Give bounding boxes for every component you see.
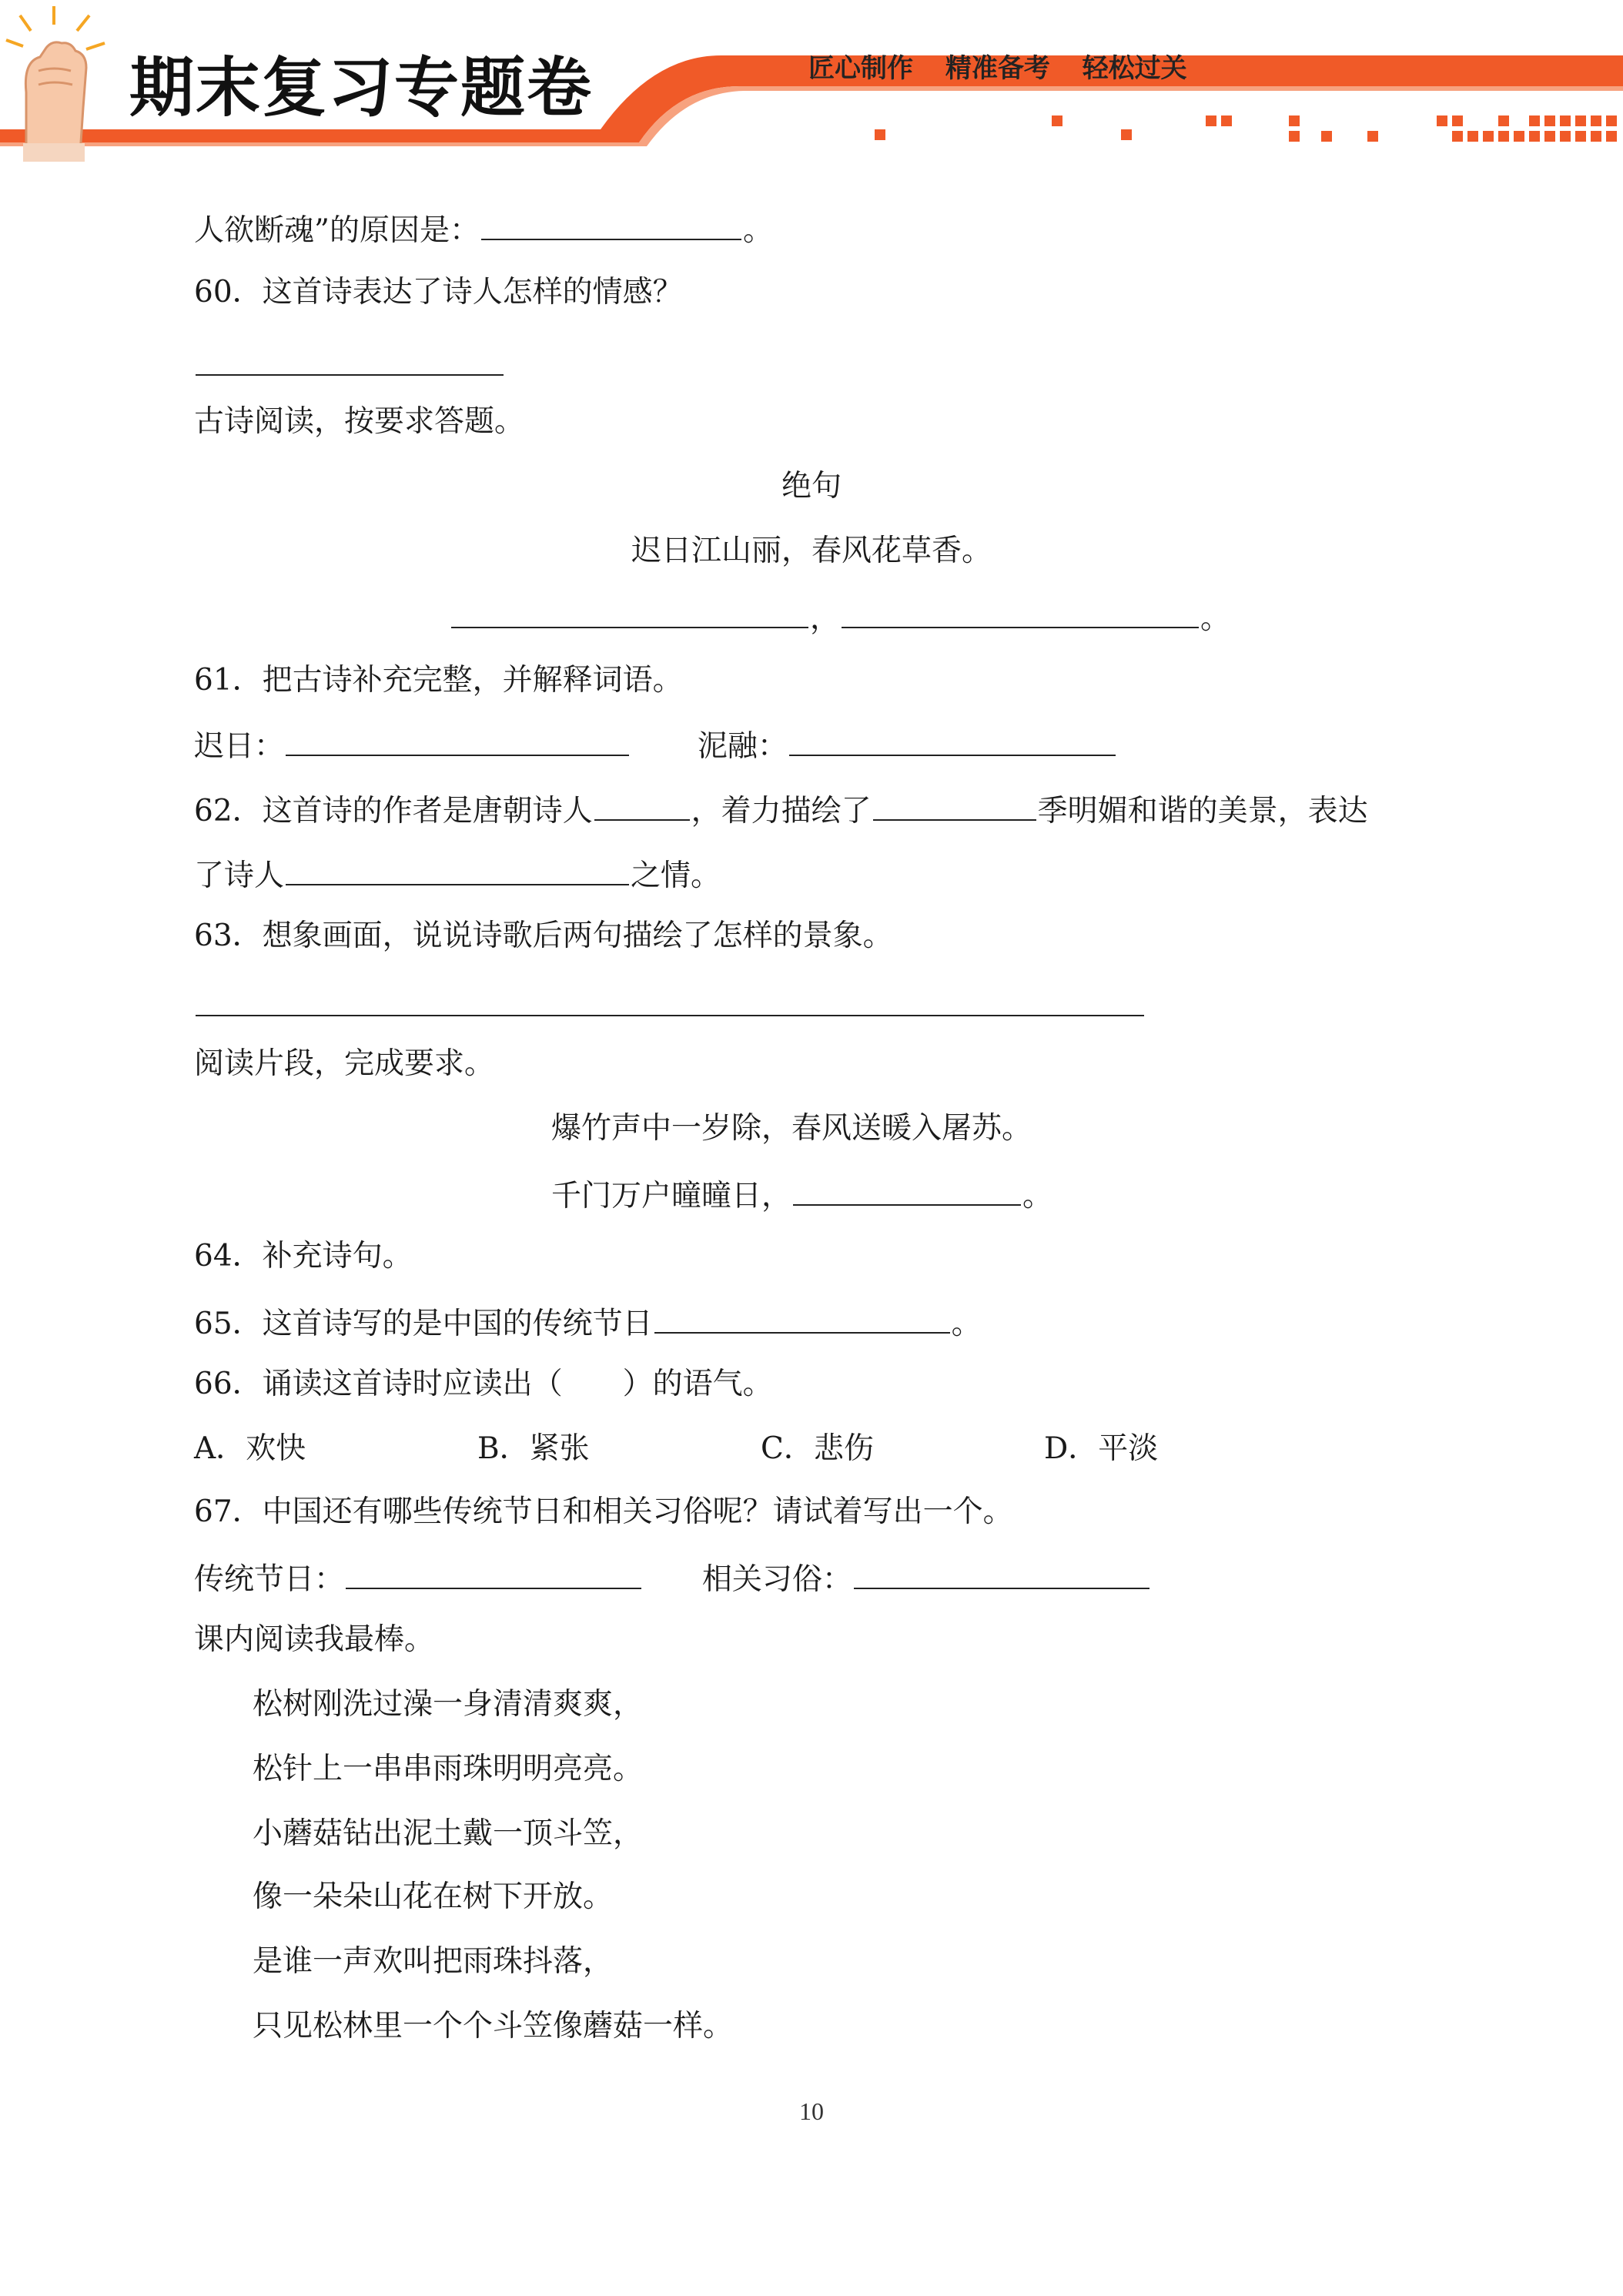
slogan-1: 匠心制作 [808, 53, 913, 84]
section-intro-reading: 课内阅读我最棒。 [194, 1622, 435, 1657]
question-text: 了诗人 [194, 858, 285, 893]
poem-2-line-1: 爆竹声中一岁除，春风送暖入屠苏。 [551, 1111, 1032, 1146]
option-a[interactable]: A．欢快 [194, 1431, 306, 1466]
field-label: 相关习俗： [701, 1562, 852, 1597]
thumbs-up-fist-icon [0, 0, 139, 162]
answer-blank[interactable] [854, 1561, 1149, 1589]
question-text: 65．这首诗写的是中国的传统节日 [194, 1307, 653, 1341]
punctuation: ， [810, 601, 841, 636]
page-number: 10 [799, 2097, 824, 2125]
poem-3-line-3: 小蘑菇钻出泥土戴一顶斗笠， [253, 1816, 644, 1851]
question-60: 60．这首诗表达了诗人怎样的情感？ [194, 275, 683, 310]
answer-blank[interactable] [481, 213, 741, 240]
answer-blank[interactable] [346, 1561, 641, 1589]
question-text: 季明媚和谐的美景，表达 [1037, 794, 1368, 828]
section-intro-excerpt: 阅读片段，完成要求。 [194, 1046, 495, 1081]
punctuation: 。 [1022, 1179, 1053, 1213]
answer-blank[interactable] [196, 989, 1144, 1016]
answer-blank[interactable] [789, 728, 1116, 756]
poem-blank-1[interactable] [451, 601, 808, 628]
poem-blank-2[interactable] [842, 601, 1199, 628]
poem-line-1: 迟日江山丽，春风花草香。 [631, 534, 992, 568]
answer-blank[interactable] [594, 793, 690, 821]
punctuation: 。 [1200, 601, 1231, 636]
question-65 [194, 1306, 982, 1339]
question-60-answer-line [194, 348, 505, 381]
question-text: 人欲断魂”的原因是： [194, 213, 480, 248]
question-61: 61．把古诗补充完整，并解释词语。 [194, 663, 683, 698]
poem-3-line-6: 只见松林里一个个斗笠像蘑菇一样。 [253, 2009, 734, 2043]
option-d[interactable]: D．平淡 [1044, 1431, 1159, 1466]
answer-blank[interactable] [286, 858, 629, 885]
punctuation: 。 [951, 1307, 982, 1341]
slogan-2: 精准备考 [945, 53, 1050, 84]
option-c[interactable]: C．悲伤 [761, 1431, 874, 1466]
answer-blank[interactable] [196, 348, 504, 376]
option-b[interactable]: B．紧张 [477, 1431, 590, 1466]
poem-3-line-2: 松针上一串串雨珠明明亮亮。 [253, 1752, 644, 1786]
header-slogans [808, 55, 1210, 82]
field-label: 传统节日： [194, 1562, 345, 1597]
poem-blank-line [450, 601, 1230, 634]
term-label: 泥融： [697, 729, 788, 764]
section-intro-poem: 古诗阅读，按要求答题。 [194, 404, 525, 439]
poem-blank[interactable] [793, 1178, 1021, 1206]
answer-blank[interactable] [873, 793, 1036, 821]
question-64: 64．补充诗句。 [194, 1239, 413, 1274]
term-label: 迟日： [194, 729, 285, 764]
poem-2-line-2 [551, 1178, 1052, 1211]
poem-3-line-5: 是谁一声欢叫把雨珠抖落， [253, 1944, 614, 1979]
poem-3-line-1: 松树刚洗过澡一身清清爽爽， [253, 1687, 644, 1722]
poem-text: 千门万户曈曈日， [551, 1179, 792, 1213]
slogan-3: 轻松过关 [1082, 53, 1187, 84]
question-66-options [194, 1431, 1327, 1466]
punctuation: 。 [742, 213, 773, 248]
question-62-cont [194, 858, 721, 891]
question-61-answers [194, 728, 1117, 764]
poem-title: 绝句 [781, 469, 842, 504]
question-67: 67．中国还有哪些传统节日和相关习俗呢？请试着写出一个。 [194, 1494, 1013, 1529]
question-text: ，着力描绘了 [691, 794, 872, 828]
answer-blank[interactable] [654, 1306, 950, 1334]
poem-3-line-4: 像一朵朵山花在树下开放。 [253, 1879, 614, 1914]
question-67-answers [194, 1561, 1151, 1595]
question-66: 66．诵读这首诗时应读出（ ）的语气。 [194, 1367, 773, 1401]
header-banner [0, 0, 1623, 162]
question-62 [194, 793, 1368, 826]
header-title: 期末复习专题卷 [129, 50, 594, 126]
continued-question [194, 213, 773, 246]
answer-blank[interactable] [286, 728, 629, 756]
question-63: 63．想象画面，说说诗歌后两句描绘了怎样的景象。 [194, 919, 893, 953]
question-63-answer-line [194, 989, 1146, 1022]
question-text: 之情。 [631, 858, 721, 893]
question-text: 62．这首诗的作者是唐朝诗人 [194, 794, 593, 828]
